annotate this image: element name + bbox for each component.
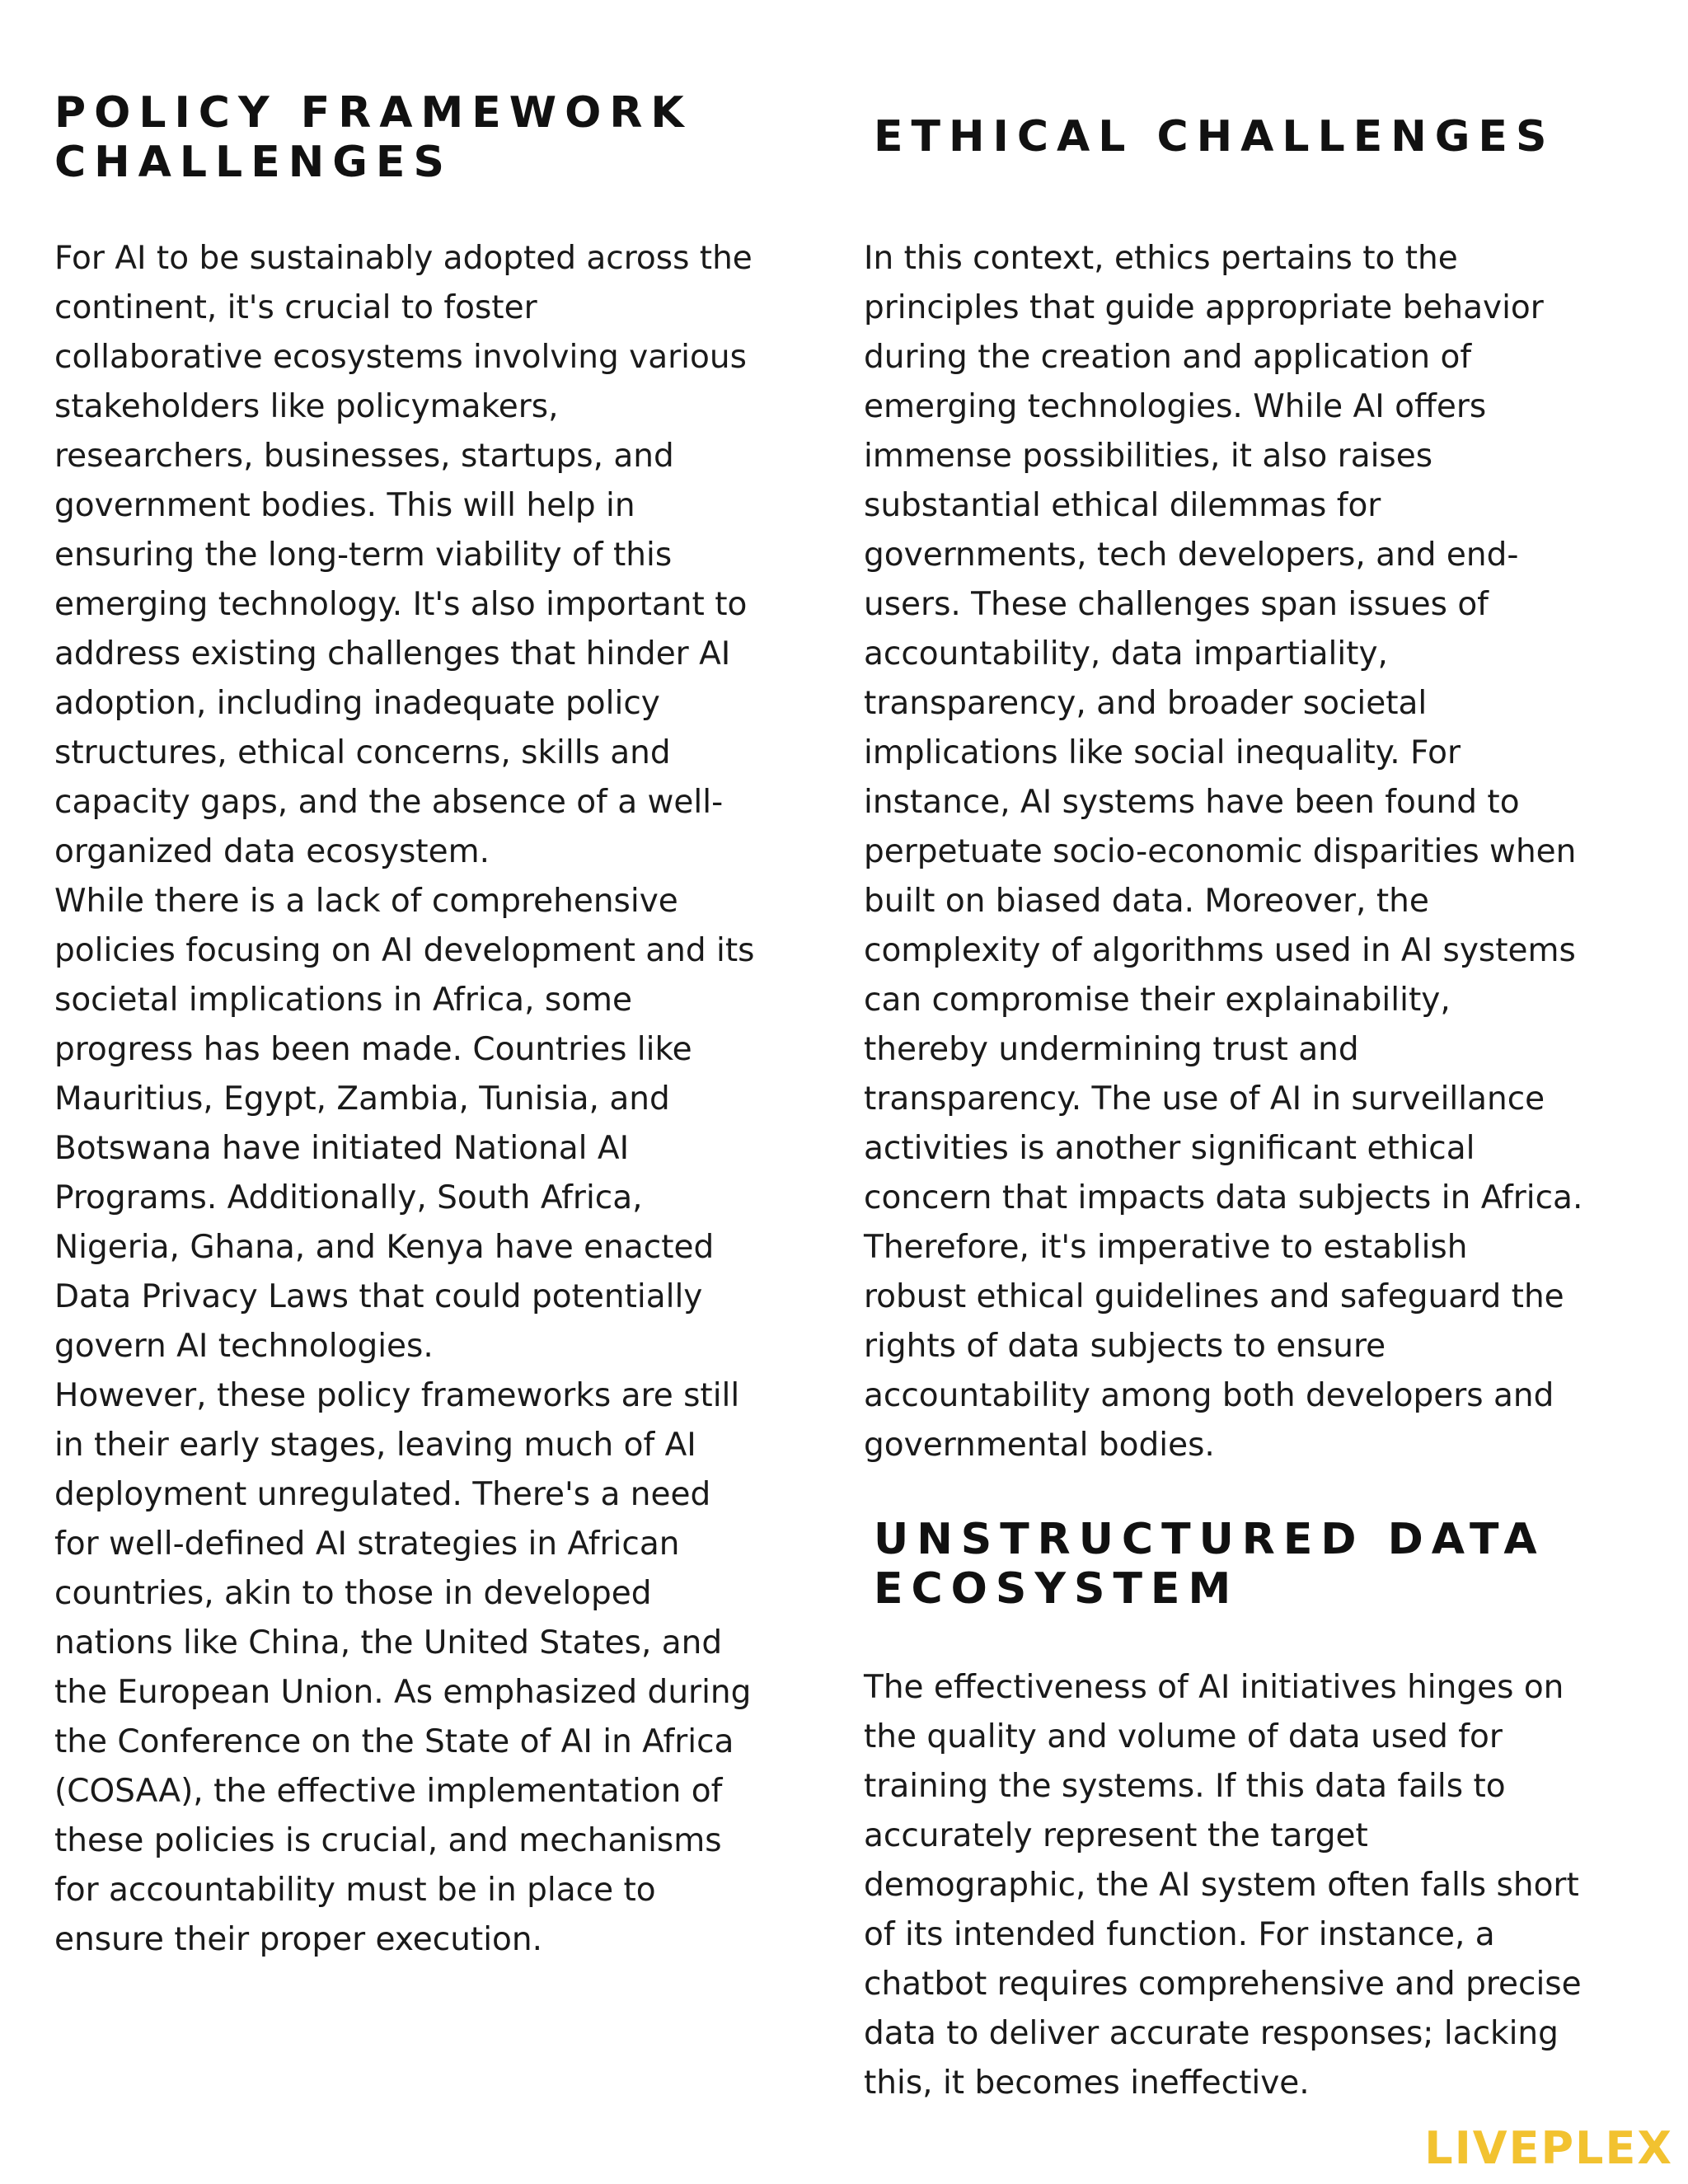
- text-line: can compromise their explainability,: [864, 982, 1451, 1019]
- heading-line: ECOSYSTEM: [874, 1564, 1240, 1614]
- heading-line: UNSTRUCTURED DATA: [874, 1515, 1545, 1564]
- text-line: accurately represent the target: [864, 1817, 1368, 1854]
- text-line: societal implications in Africa, some: [54, 982, 633, 1019]
- heading-line: ETHICAL CHALLENGES: [874, 112, 1555, 162]
- text-line: In this context, ethics pertains to the: [864, 240, 1458, 277]
- text-line: progress has been made. Countries like: [54, 1031, 692, 1068]
- text-line: rights of data subjects to ensure: [864, 1328, 1386, 1365]
- text-line: governmental bodies.: [864, 1427, 1215, 1464]
- text-line: (COSAA), the effective implementation of: [54, 1773, 723, 1810]
- text-line: data to deliver accurate responses; lacking: [864, 2015, 1559, 2052]
- text-line: government bodies. This will help in: [54, 487, 635, 524]
- ethical-challenges-body: [864, 234, 1639, 1470]
- text-line: principles that guide appropriate behavior: [864, 289, 1544, 326]
- ethical-challenges-heading: [874, 112, 1615, 162]
- text-line: Therefore, it's imperative to establish: [864, 1229, 1468, 1266]
- policy-framework-body: [54, 234, 813, 1965]
- text-line: implications like social inequality. For: [864, 734, 1461, 771]
- text-line: address existing challenges that hinder AI: [54, 635, 731, 673]
- text-line: structures, ethical concerns, skills and: [54, 734, 671, 771]
- text-line: concern that impacts data subjects in Africa.: [864, 1179, 1583, 1216]
- text-line: built on biased data. Moreover, the: [864, 883, 1429, 920]
- text-line: govern AI technologies.: [54, 1328, 434, 1365]
- text-line: chatbot requires comprehensive and precise: [864, 1966, 1582, 2003]
- text-line: Nigeria, Ghana, and Kenya have enacted: [54, 1229, 715, 1266]
- text-line: emerging technologies. While AI offers: [864, 388, 1487, 425]
- text-line: accountability, data impartiality,: [864, 635, 1388, 673]
- policy-framework-heading: [54, 88, 796, 187]
- text-line: the Conference on the State of AI in Africa: [54, 1723, 734, 1760]
- text-line: in their early stages, leaving much of AI: [54, 1427, 696, 1464]
- text-line: immense possibilities, it also raises: [864, 438, 1433, 475]
- text-line: Mauritius, Egypt, Zambia, Tunisia, and: [54, 1080, 670, 1118]
- text-line: deployment unregulated. There's a need: [54, 1476, 711, 1513]
- liveplex-logo: LIVEPLEX: [1424, 2122, 1673, 2174]
- text-line: The effectiveness of AI initiatives hinges on: [864, 1669, 1564, 1706]
- unstructured-data-heading: [874, 1515, 1615, 1614]
- text-line: emerging technology. It's also important to: [54, 586, 748, 623]
- text-line: transparency, and broader societal: [864, 685, 1428, 722]
- text-line: continent, it's crucial to foster: [54, 289, 537, 326]
- text-line: substantial ethical dilemmas for: [864, 487, 1381, 524]
- text-line: these policies is crucial, and mechanisms: [54, 1822, 722, 1859]
- text-line: demographic, the AI system often falls short: [864, 1867, 1579, 1904]
- text-line: organized data ecosystem.: [54, 833, 490, 870]
- text-line: While there is a lack of comprehensive: [54, 883, 678, 920]
- text-line: transparency. The use of AI in surveillance: [864, 1080, 1545, 1118]
- text-line: However, these policy frameworks are still: [54, 1377, 740, 1414]
- text-line: ensure their proper execution.: [54, 1921, 543, 1958]
- text-line: For AI to be sustainably adopted across the: [54, 240, 753, 277]
- text-line: policies focusing on AI development and its: [54, 932, 755, 969]
- text-line: Botswana have initiated National AI: [54, 1130, 630, 1167]
- text-line: thereby undermining trust and: [864, 1031, 1359, 1068]
- text-line: for accountability must be in place to: [54, 1872, 656, 1909]
- text-line: adoption, including inadequate policy: [54, 685, 660, 722]
- text-line: the European Union. As emphasized during: [54, 1674, 752, 1711]
- text-line: Data Privacy Laws that could potentially: [54, 1278, 703, 1315]
- text-line: perpetuate socio-economic disparities when: [864, 833, 1577, 870]
- text-line: researchers, businesses, startups, and: [54, 438, 674, 475]
- text-line: capacity gaps, and the absence of a well-: [54, 784, 724, 821]
- heading-line: CHALLENGES: [54, 138, 452, 187]
- text-line: instance, AI systems have been found to: [864, 784, 1520, 821]
- text-line: training the systems. If this data fails to: [864, 1768, 1506, 1805]
- text-line: countries, akin to those in developed: [54, 1575, 652, 1612]
- text-line: complexity of algorithms used in AI systems: [864, 932, 1576, 969]
- text-line: for well-defined AI strategies in African: [54, 1526, 680, 1563]
- text-line: the quality and volume of data used for: [864, 1718, 1503, 1755]
- text-line: users. These challenges span issues of: [864, 586, 1489, 623]
- text-line: of its intended function. For instance, a: [864, 1916, 1495, 1953]
- text-line: activities is another significant ethical: [864, 1130, 1475, 1167]
- text-line: ensuring the long-term viability of this: [54, 537, 673, 574]
- text-line: governments, tech developers, and end-: [864, 537, 1519, 574]
- text-line: collaborative ecosystems involving various: [54, 339, 747, 376]
- text-line: stakeholders like policymakers,: [54, 388, 559, 425]
- text-line: Programs. Additionally, South Africa,: [54, 1179, 643, 1216]
- heading-line: POLICY FRAMEWORK: [54, 88, 692, 138]
- text-line: accountability among both developers and: [864, 1377, 1554, 1414]
- text-line: nations like China, the United States, and: [54, 1624, 723, 1661]
- unstructured-data-body: [864, 1663, 1639, 2108]
- text-line: robust ethical guidelines and safeguard the: [864, 1278, 1564, 1315]
- text-line: during the creation and application of: [864, 339, 1472, 376]
- text-line: this, it becomes ineffective.: [864, 2064, 1310, 2102]
